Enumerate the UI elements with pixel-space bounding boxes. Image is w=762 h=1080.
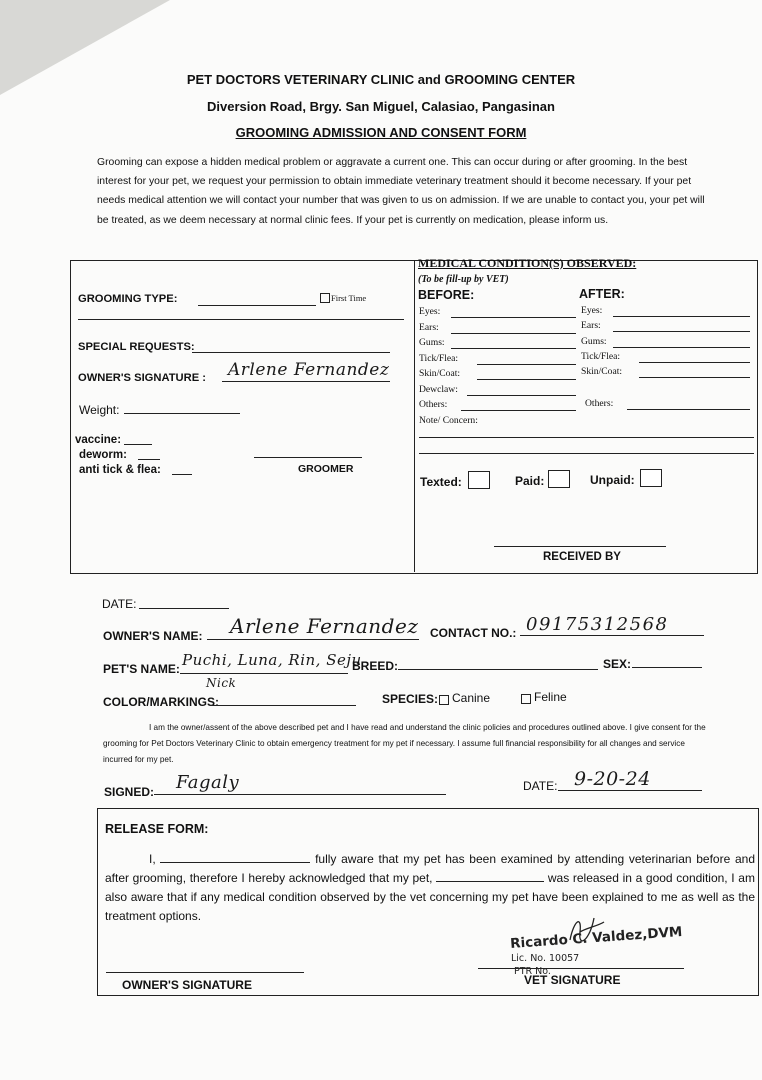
- before-item-label: Others:: [419, 399, 448, 410]
- before-item-label: Gums:: [419, 337, 445, 348]
- signed-value: Fagaly: [176, 772, 240, 793]
- special-requests-field[interactable]: [192, 352, 390, 353]
- intro-paragraph: Grooming can expose a hidden medical problem or aggravate a current one. This can occur during or after grooming. In the best interest for your pet, we request your permission to obtain immediate veterinary treatment should it become necessary. If your pet needs medical attention we will contact your number that was given to us on admission. If we are unable to contact you, your pet will be treated, as we deem necessary at normal clinic fees. If your pet is currently on medication, please inform us.: [97, 157, 705, 226]
- first-time-label: First Time: [331, 293, 367, 303]
- clinic-name: PET DOCTORS VETERINARY CLINIC and GROOMING CENTER: [186, 72, 576, 87]
- before-item-label: Eyes:: [419, 306, 441, 317]
- signed-field[interactable]: [154, 794, 446, 795]
- owner-signature-field[interactable]: [222, 381, 390, 382]
- note-label: Note/ Concern:: [419, 415, 478, 426]
- note-line-2[interactable]: [419, 453, 754, 454]
- vet-signature-scribble: [560, 910, 610, 950]
- sex-field[interactable]: [632, 667, 702, 668]
- after-item-label: Gums:: [581, 336, 607, 347]
- release-owner-signature-line[interactable]: [106, 972, 304, 973]
- vet-name-stamp: Ricardo C. Valdez,DVM: [509, 924, 683, 952]
- after-item-label: Eyes:: [581, 305, 603, 316]
- deworm-label: deworm:: [79, 449, 127, 461]
- contact-label: CONTACT NO.:: [430, 626, 517, 640]
- owner-name-field[interactable]: [207, 639, 419, 640]
- groomer-signature-line[interactable]: [254, 457, 362, 458]
- owner-name-value: Arlene Fernandez: [230, 614, 419, 638]
- after-item-label: Others:: [585, 398, 614, 409]
- before-item-field[interactable]: [477, 379, 576, 380]
- form-title: GROOMING ADMISSION AND CONSENT FORM: [235, 125, 527, 140]
- groomer-label: GROOMER: [298, 463, 354, 475]
- paid-checkbox[interactable]: [548, 470, 570, 488]
- weight-field[interactable]: [124, 413, 240, 414]
- before-item-label: Dewclaw:: [419, 384, 458, 395]
- sex-label: SEX:: [603, 657, 632, 671]
- color-label: COLOR/MARKINGS:: [103, 695, 219, 709]
- before-item-label: Tick/Flea:: [419, 353, 459, 364]
- unpaid-label: Unpaid:: [590, 473, 635, 487]
- pet-name-field[interactable]: [180, 673, 348, 674]
- weight-label: Weight:: [79, 403, 120, 417]
- special-requests-label: SPECIAL REQUESTS:: [78, 341, 195, 353]
- date-field[interactable]: [139, 608, 229, 609]
- after-item-field[interactable]: [613, 316, 750, 317]
- deworm-field[interactable]: [138, 459, 160, 460]
- after-item-label: Ears:: [581, 320, 601, 331]
- before-item-field[interactable]: [451, 348, 576, 349]
- after-item-field[interactable]: [613, 331, 750, 332]
- vet-signature-line[interactable]: [478, 968, 684, 969]
- before-item-field[interactable]: [477, 364, 576, 365]
- texted-label: Texted:: [420, 475, 462, 489]
- texted-checkbox[interactable]: [468, 471, 490, 489]
- antitick-field[interactable]: [172, 474, 192, 475]
- vaccine-label: vaccine:: [75, 434, 122, 446]
- grooming-type-label: GROOMING TYPE:: [78, 293, 178, 305]
- date2-label: DATE:: [523, 779, 558, 793]
- owner-signature-label: OWNER'S SIGNATURE :: [78, 372, 206, 384]
- release-title: RELEASE FORM:: [105, 822, 209, 836]
- feline-label: Feline: [534, 690, 567, 704]
- release-paragraph: [105, 850, 755, 926]
- antitick-label: anti tick & flea:: [79, 464, 161, 476]
- signed-label: SIGNED:: [104, 785, 155, 799]
- medical-title: MEDICAL CONDITION(S) OBSERVED:: [418, 256, 637, 270]
- contact-value: 09175312568: [526, 614, 669, 635]
- pet-name-label: PET'S NAME:: [103, 662, 180, 676]
- grooming-type-line-2[interactable]: [78, 319, 404, 320]
- vet-ptr-stamp: PTR No.: [514, 966, 551, 977]
- paid-label: Paid:: [515, 474, 545, 488]
- pet-name-extra: Nick: [206, 676, 237, 690]
- species-label: SPECIES:: [382, 692, 439, 706]
- pet-name-value: Puchi, Luna, Rin, Seju: [182, 651, 362, 669]
- release-name-blank[interactable]: [160, 862, 310, 863]
- after-item-field[interactable]: [627, 409, 750, 410]
- before-item-label: Ears:: [419, 322, 439, 333]
- vet-signature-label: VET SIGNATURE: [524, 973, 621, 987]
- owner-signature-value: Arlene Fernandez: [228, 360, 390, 380]
- vet-license-stamp: Lic. No. 10057: [511, 953, 580, 964]
- date2-value: 9-20-24: [574, 768, 651, 790]
- release-owner-signature-label: OWNER'S SIGNATURE: [122, 978, 252, 992]
- breed-field[interactable]: [398, 669, 598, 670]
- received-by-label: RECEIVED BY: [543, 551, 621, 563]
- release-text-1: fully aware that my pet has been examined by attending veterinarian before and after grooming, therefore I hereby acknowledged that my pet,: [105, 852, 755, 885]
- date-label: DATE:: [102, 597, 137, 611]
- owner-name-label: OWNER'S NAME:: [103, 629, 203, 643]
- before-item-field[interactable]: [467, 395, 576, 396]
- first-time-checkbox[interactable]: [320, 293, 330, 303]
- grooming-type-field[interactable]: [198, 305, 316, 306]
- contact-field[interactable]: [520, 635, 704, 636]
- after-item-field[interactable]: [613, 347, 750, 348]
- after-item-label: Skin/Coat:: [581, 366, 623, 377]
- before-item-field[interactable]: [461, 410, 576, 411]
- panel-divider: [414, 260, 415, 572]
- color-field[interactable]: [210, 705, 356, 706]
- medical-subtitle: (To be fill-up by VET): [418, 274, 509, 285]
- date2-field[interactable]: [558, 790, 702, 791]
- consent-paragraph: I am the owner/assent of the above described pet and I have read and understand the clinic policies and procedures outlined above. I give consent for the grooming for Pet Doctors Veterinary Clinic to obtain emergency treatment for my pet if necessary. I assume full financial responsibility for all changes and service incurred for my pet.: [103, 723, 706, 764]
- vaccine-field[interactable]: [124, 444, 152, 445]
- note-line-1[interactable]: [419, 437, 754, 438]
- received-by-line[interactable]: [494, 546, 666, 547]
- canine-label: Canine: [452, 691, 491, 705]
- clinic-address: Diversion Road, Brgy. San Miguel, Calasiao, Pangasinan: [207, 99, 555, 114]
- release-pet-blank[interactable]: [436, 881, 544, 882]
- after-item-field[interactable]: [639, 377, 750, 378]
- after-item-label: Tick/Flea:: [581, 351, 621, 362]
- after-label: AFTER:: [579, 287, 625, 301]
- before-item-field[interactable]: [451, 317, 576, 318]
- release-text-2: was released in a good condition, I am also aware that if any medical condition observed by the vet concerning my pet have been explained to me as well as the treatment options.: [105, 871, 755, 923]
- unpaid-checkbox[interactable]: [640, 469, 662, 487]
- canine-checkbox[interactable]: [439, 695, 449, 705]
- release-i: I,: [149, 852, 156, 866]
- before-label: BEFORE:: [418, 288, 475, 302]
- before-item-field[interactable]: [451, 333, 576, 334]
- breed-label: BREED:: [352, 659, 399, 673]
- after-item-field[interactable]: [639, 362, 750, 363]
- feline-checkbox[interactable]: [521, 694, 531, 704]
- before-item-label: Skin/Coat:: [419, 368, 461, 379]
